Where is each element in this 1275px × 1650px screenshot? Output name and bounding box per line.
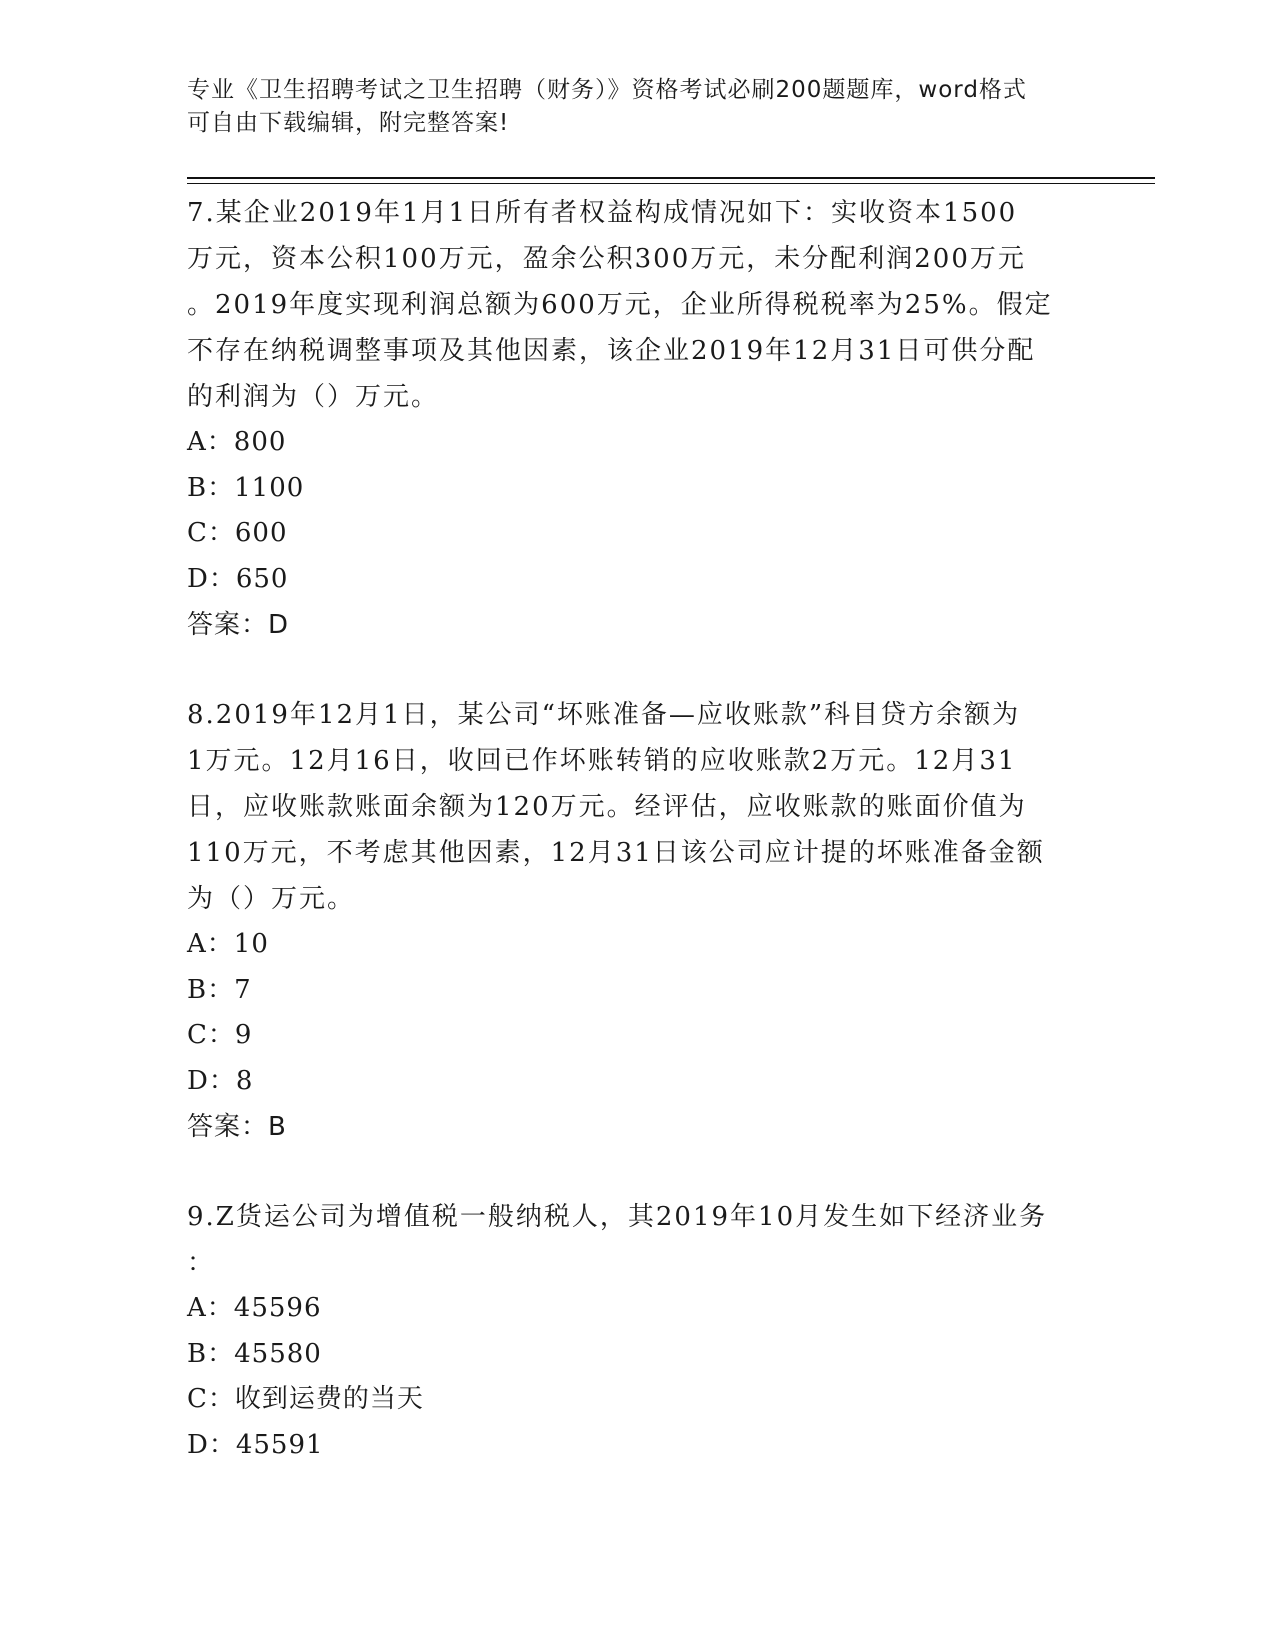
header-divider-thin (187, 183, 1155, 184)
option-b: B：45580 (187, 1338, 322, 1369)
option-d: D：45591 (187, 1429, 324, 1460)
option-b: B：1100 (187, 472, 305, 503)
option-a: A：10 (187, 929, 269, 959)
header-line-2: 可自由下载编辑，附完整答案! (187, 110, 510, 136)
question-text-line: 的利润为（）万元。 (187, 382, 440, 412)
answer: 答案：B (187, 1112, 287, 1142)
option-c: C：600 (187, 518, 288, 548)
question-text-line: 不存在纳税调整事项及其他因素，该企业2019年12月31日可供分配 (187, 336, 1036, 366)
option-c: C：9 (187, 1020, 253, 1050)
question-8 (187, 692, 1087, 1150)
question-text-line: 。2019年度实现利润总额为600万元，企业所得税税率为25%。假定 (187, 290, 1053, 320)
question-text-line: 万元，资本公积100万元，盈余公积300万元，未分配利润200万元 (187, 244, 1026, 274)
option-a: A：45596 (187, 1293, 322, 1323)
option-c: C：收到运费的当天 (187, 1384, 424, 1414)
question-text-line: 7.某企业2019年1月1日所有者权益构成情况如下：实收资本1500 (187, 198, 1018, 228)
question-7 (187, 190, 1087, 648)
document-header (187, 74, 1067, 140)
option-b: B：7 (187, 974, 252, 1005)
header-divider-thick (187, 177, 1155, 179)
question-text-line: 9.Z货运公司为增值税一般纳税人，其2019年10月发生如下经济业务 (187, 1202, 1048, 1232)
question-list (187, 190, 1087, 1468)
option-a: A：800 (187, 427, 287, 457)
answer: 答案：D (187, 610, 290, 640)
question-9 (187, 1194, 1087, 1468)
question-text-line: ： (187, 1248, 216, 1278)
header-line-1: 专业《卫生招聘考试之卫生招聘（财务）》资格考试必刷200题题库，word格式 (187, 77, 1027, 103)
option-d: D：8 (187, 1065, 254, 1096)
question-text-line: 日，应收账款账面余额为120万元。经评估，应收账款的账面价值为 (187, 792, 1027, 822)
question-text-line: 为（）万元。 (187, 884, 356, 914)
option-d: D：650 (187, 563, 289, 594)
question-text-line: 8.2019年12月1日，某公司“坏账准备—应收账款”科目贷方余额为 (187, 700, 1021, 730)
question-text-line: 110万元，不考虑其他因素，12月31日该公司应计提的坏账准备金额 (187, 838, 1045, 868)
question-text-line: 1万元。12月16日，收回已作坏账转销的应收账款2万元。12月31 (187, 746, 1017, 776)
